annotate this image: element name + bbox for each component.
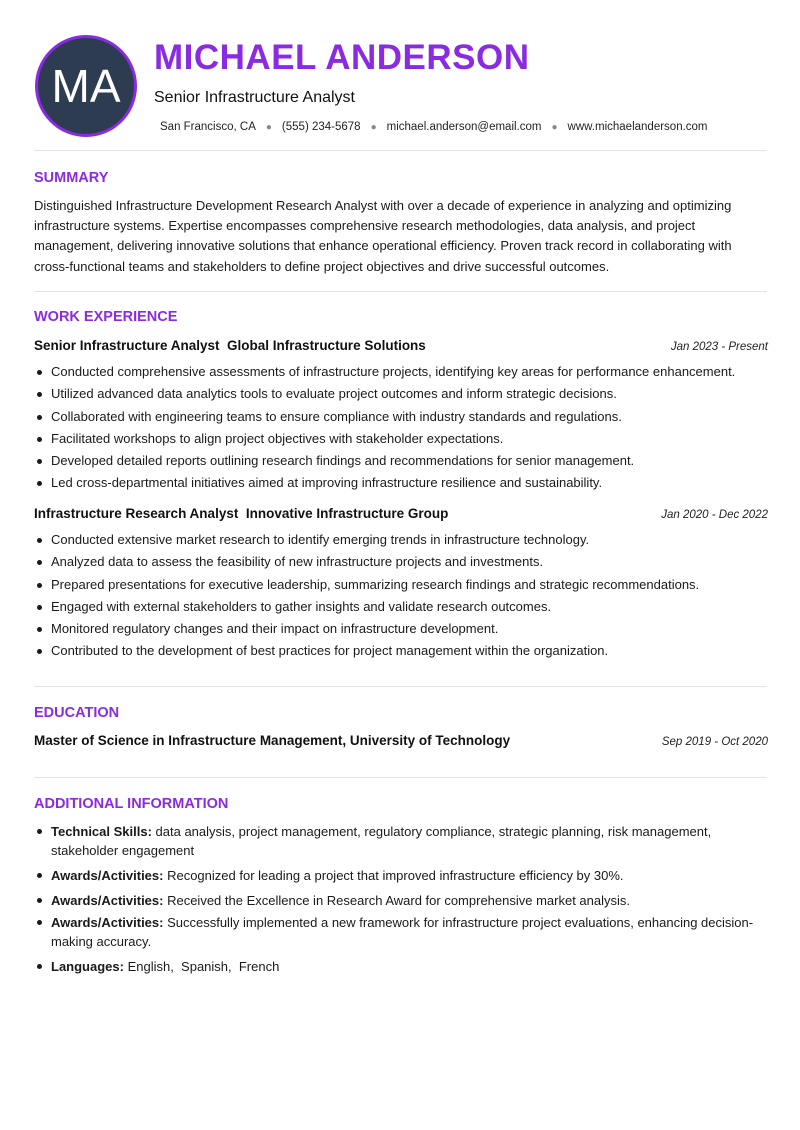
item-text: data analysis, project management, regulatory compliance, strategic planning, risk management, stakeholder engagement bbox=[51, 824, 715, 858]
summary-text: Distinguished Infrastructure Development Research Analyst with over a decade of experience in analyzing and optimizing infrastructure systems. Expertise encompasses comprehensive research methodologies, data analysis, and project management, delivering innovative solutions that enhance operational efficiency. Proven track record in collaborating with cross-functional teams and stakeholders to define project objectives and drive successful outcomes. bbox=[34, 198, 732, 274]
section-divider bbox=[34, 777, 767, 778]
list-item: Conducted extensive market research to identify emerging trends in infrastructure technology. bbox=[34, 532, 769, 548]
contact-location: San Francisco, CA bbox=[160, 121, 256, 133]
list-item: Utilized advanced data analytics tools to evaluate project outcomes and inform strategic decisions. bbox=[34, 386, 769, 402]
item-label: Awards/Activities: bbox=[51, 915, 164, 930]
contact-line bbox=[160, 121, 708, 133]
item-text: English, Spanish, French bbox=[123, 959, 280, 974]
item-label: Awards/Activities: bbox=[51, 893, 164, 908]
section-divider bbox=[34, 686, 767, 687]
additional-list bbox=[34, 822, 769, 982]
avatar-initials: MA bbox=[51, 60, 121, 112]
item-label: Languages: bbox=[51, 959, 124, 974]
degree-title: Master of Science in Infrastructure Management, University of Technology bbox=[34, 733, 511, 748]
list-item: Analyzed data to assess the feasibility of new infrastructure projects and investments. bbox=[34, 554, 769, 570]
list-item bbox=[34, 866, 769, 885]
item-label: Awards/Activities: bbox=[51, 868, 164, 883]
list-item: Monitored regulatory changes and their impact on infrastructure development. bbox=[34, 621, 769, 637]
education-date: Sep 2019 - Oct 2020 bbox=[661, 736, 768, 748]
list-item bbox=[34, 891, 769, 910]
separator-dot-icon: ● bbox=[551, 121, 558, 133]
item-text: Successfully implemented a new framework for infrastructure project evaluations, enhancing decision-making accuracy. bbox=[51, 915, 754, 949]
job-header bbox=[34, 338, 768, 353]
avatar bbox=[35, 35, 137, 137]
education-entry bbox=[34, 733, 768, 748]
section-divider bbox=[34, 150, 767, 151]
list-item: Contributed to the development of best practices for project management within the organization. bbox=[34, 643, 769, 659]
list-item bbox=[34, 913, 769, 951]
summary-heading: SUMMARY bbox=[34, 170, 109, 186]
resume-header bbox=[0, 0, 800, 150]
list-item: Led cross-departmental initiatives aimed at improving infrastructure resilience and sustainability. bbox=[34, 475, 769, 491]
item-label: Technical Skills: bbox=[51, 824, 152, 839]
contact-email[interactable]: michael.anderson@email.com bbox=[386, 121, 542, 133]
separator-dot-icon: ● bbox=[370, 121, 377, 133]
list-item: Conducted comprehensive assessments of infrastructure projects, identifying key areas for performance enhancement. bbox=[34, 364, 769, 380]
list-item: Engaged with external stakeholders to gather insights and validate research outcomes. bbox=[34, 599, 769, 615]
section-divider bbox=[34, 291, 767, 292]
list-item: Facilitated workshops to align project objectives with stakeholder expectations. bbox=[34, 431, 769, 447]
job-title: Infrastructure Research Analyst Innovative Infrastructure Group bbox=[34, 506, 449, 521]
separator-dot-icon: ● bbox=[265, 121, 272, 133]
job-title: Senior Infrastructure Analyst Global Infrastructure Solutions bbox=[34, 338, 426, 353]
list-item: Developed detailed reports outlining research findings and recommendations for senior management. bbox=[34, 453, 769, 469]
list-item bbox=[34, 822, 769, 860]
job-date: Jan 2023 - Present bbox=[670, 341, 768, 353]
list-item: Collaborated with engineering teams to ensure compliance with industry standards and regulations. bbox=[34, 409, 769, 425]
candidate-role: Senior Infrastructure Analyst bbox=[154, 89, 355, 106]
job-header bbox=[34, 506, 768, 521]
additional-heading: ADDITIONAL INFORMATION bbox=[34, 796, 229, 812]
job-date: Jan 2020 - Dec 2022 bbox=[661, 509, 768, 521]
job-bullets bbox=[34, 532, 769, 666]
job-bullets bbox=[34, 364, 769, 498]
contact-phone: (555) 234-5678 bbox=[281, 121, 361, 133]
candidate-name: MICHAEL ANDERSON bbox=[154, 38, 530, 77]
item-text: Received the Excellence in Research Award for comprehensive market analysis. bbox=[163, 893, 631, 908]
list-item bbox=[34, 957, 769, 976]
item-text: Recognized for leading a project that improved infrastructure efficiency by 30%. bbox=[163, 868, 624, 883]
list-item: Prepared presentations for executive leadership, summarizing research findings and strategic recommendations. bbox=[34, 577, 769, 593]
contact-website[interactable]: www.michaelanderson.com bbox=[567, 121, 708, 133]
experience-heading: WORK EXPERIENCE bbox=[34, 309, 178, 325]
education-heading: EDUCATION bbox=[34, 705, 120, 721]
